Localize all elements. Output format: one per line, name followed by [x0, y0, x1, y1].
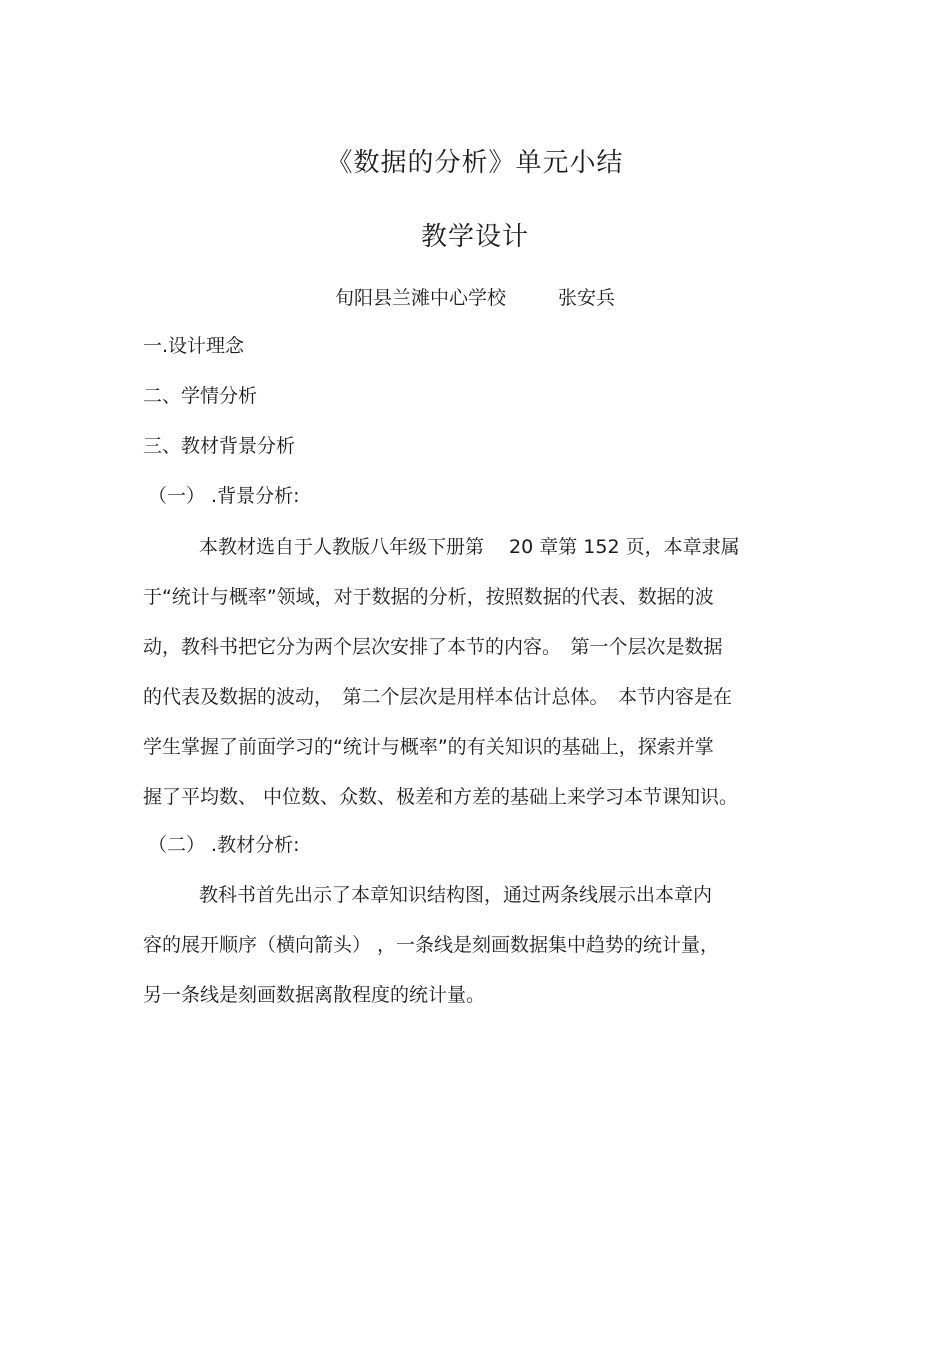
- heading-textbook-background: 三、教材背景分析: [143, 435, 296, 457]
- school-name: 旬阳县兰滩中心学校: [334, 287, 506, 309]
- author-line: [0, 283, 950, 310]
- paragraph-line: 握了平均数、 中位数、众数、极差和方差的基础上来学习本节课知识。: [143, 786, 739, 808]
- heading-design-concept: 一.设计理念: [143, 335, 245, 357]
- paragraph-line: 本教材选自于人教版八年级下册第 20 章第 152 页，本章隶属: [199, 536, 740, 558]
- paragraph-line: 动，教科书把它分为两个层次安排了本节的内容。 第一个层次是数据: [143, 636, 723, 658]
- subheading-background-analysis: （一） .背景分析:: [148, 485, 300, 507]
- heading-student-analysis: 二、学情分析: [143, 385, 258, 407]
- paragraph-line: 另一条线是刻画数据离散程度的统计量。: [143, 984, 486, 1006]
- paragraph-line: 于“统计与概率”领域，对于数据的分析，按照数据的代表、数据的波: [143, 586, 714, 608]
- author-name: 张安兵: [558, 287, 616, 309]
- paragraph-line: 教科书首先出示了本章知识结构图，通过两条线展示出本章内: [199, 884, 713, 906]
- paragraph-line: 的代表及数据的波动， 第二个层次是用样本估计总体。 本节内容是在: [143, 686, 733, 708]
- document-subtitle: 教学设计: [420, 222, 529, 252]
- document-title: 《数据的分析》单元小结: [326, 148, 624, 178]
- paragraph-line: 学生掌握了前面学习的“统计与概率”的有关知识的基础上，探索并掌: [143, 736, 714, 758]
- paragraph-line: 容的展开顺序（横向箭头） ，一条线是刻画数据集中趋势的统计量，: [143, 934, 720, 956]
- subheading-textbook-analysis: （二） .教材分析:: [148, 834, 300, 856]
